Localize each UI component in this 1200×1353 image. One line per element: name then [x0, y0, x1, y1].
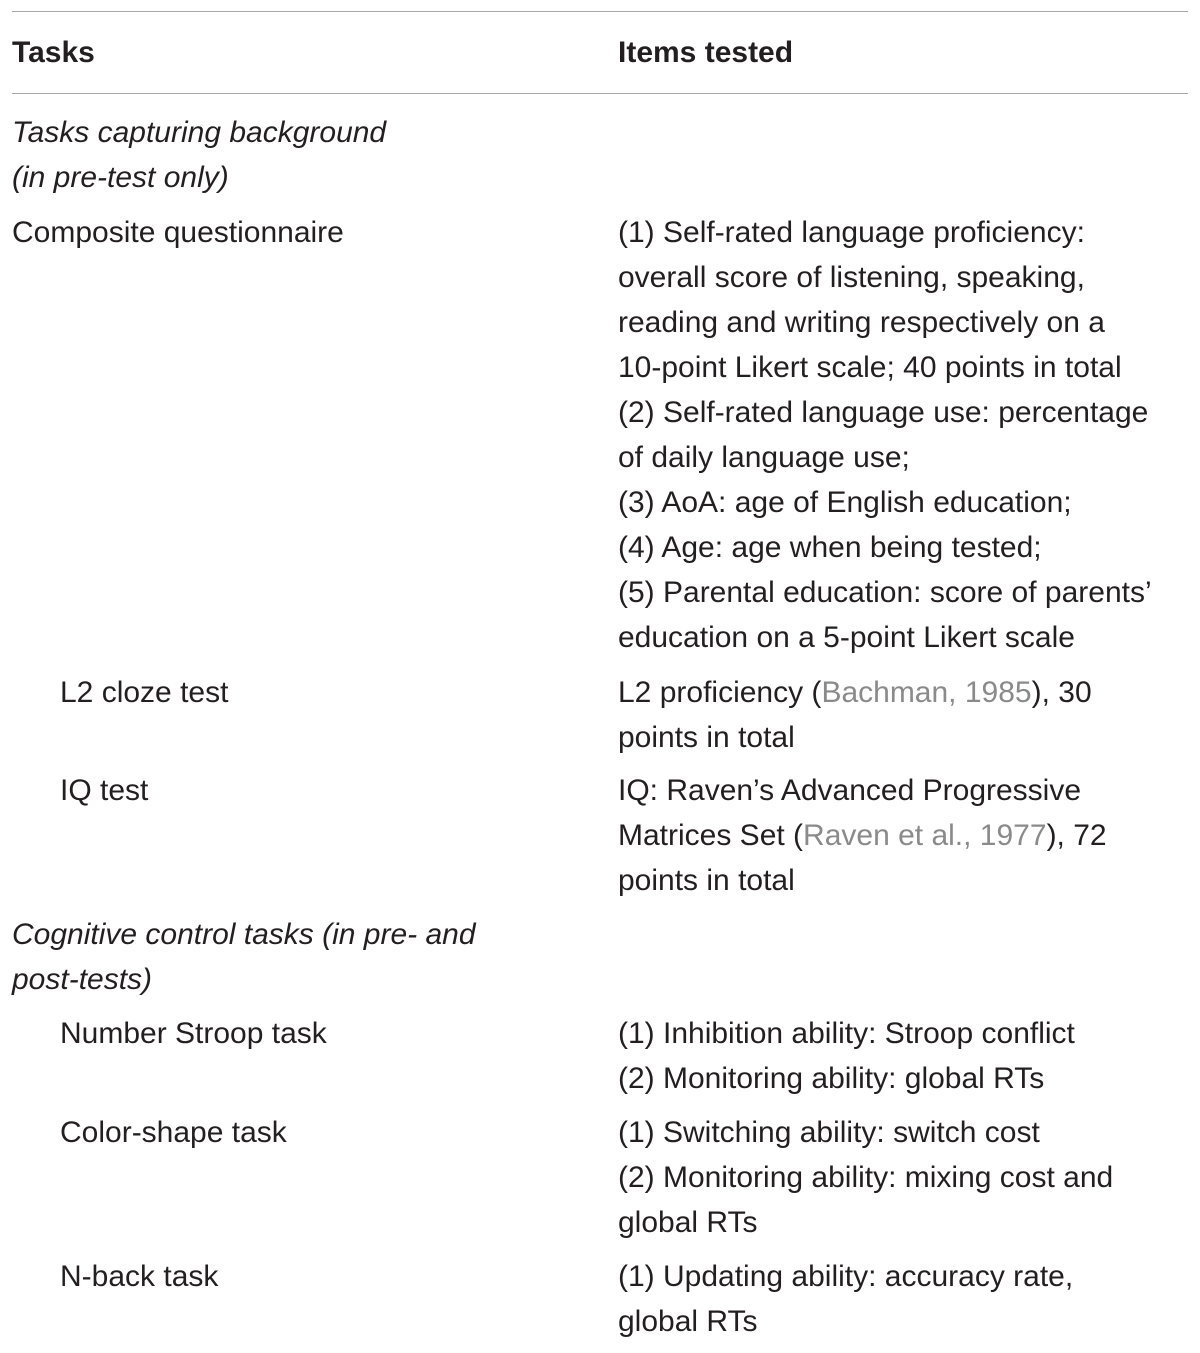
item-line: points in total — [618, 864, 795, 897]
item-line: (1) Inhibition ability: Stroop conflict — [618, 1017, 1075, 1050]
item-text: ), 72 — [1046, 819, 1107, 852]
items-iq-test — [618, 768, 1193, 903]
item-line: education on a 5-point Likert scale — [618, 621, 1075, 654]
column-header-items-tested: Items tested — [618, 36, 794, 69]
column-header-tasks: Tasks — [12, 36, 95, 69]
item-line: (2) Monitoring ability: global RTs — [618, 1062, 1045, 1095]
section-title-line: Cognitive control tasks (in pre- and — [12, 918, 476, 951]
header-bottom-rule — [12, 93, 1188, 94]
item-text: L2 proficiency ( — [618, 676, 822, 709]
item-line: global RTs — [618, 1305, 758, 1338]
items-n-back — [618, 1254, 1193, 1344]
item-line: (3) AoA: age of English education; — [618, 486, 1072, 519]
items-composite-questionnaire — [618, 210, 1193, 660]
item-line: reading and writing respectively on a — [618, 306, 1105, 339]
item-line: (4) Age: age when being tested; — [618, 531, 1042, 564]
item-text: ), 30 — [1031, 676, 1092, 709]
item-line: IQ: Raven’s Advanced Progressive — [618, 774, 1082, 807]
section-title-cognitive-control — [12, 912, 476, 1002]
citation-link-bachman-1985[interactable]: Bachman, 1985 — [821, 676, 1032, 709]
item-line: 10-point Likert scale; 40 points in total — [618, 351, 1122, 384]
task-iq-test: IQ test — [60, 774, 149, 807]
table-top-rule — [12, 11, 1188, 12]
task-number-stroop: Number Stroop task — [60, 1017, 327, 1050]
item-line: (1) Switching ability: switch cost — [618, 1116, 1040, 1149]
task-l2-cloze-test: L2 cloze test — [60, 676, 229, 709]
item-line: (1) Updating ability: accuracy rate, — [618, 1260, 1074, 1293]
items-number-stroop — [618, 1011, 1193, 1101]
item-line: (2) Self-rated language use: percentage — [618, 396, 1149, 429]
item-line — [618, 813, 1193, 858]
item-line: points in total — [618, 721, 795, 754]
task-n-back: N-back task — [60, 1260, 219, 1293]
section-title-background — [12, 110, 386, 200]
task-color-shape: Color-shape task — [60, 1116, 287, 1149]
item-line: of daily language use; — [618, 441, 910, 474]
item-line: overall score of listening, speaking, — [618, 261, 1085, 294]
item-line: global RTs — [618, 1206, 758, 1239]
items-color-shape — [618, 1110, 1193, 1245]
item-line: (2) Monitoring ability: mixing cost and — [618, 1161, 1114, 1194]
item-line — [618, 670, 1193, 715]
citation-link-raven-1977[interactable]: Raven et al., 1977 — [803, 819, 1047, 852]
task-composite-questionnaire: Composite questionnaire — [12, 216, 344, 249]
section-title-line: post-tests) — [12, 963, 153, 996]
item-line: (5) Parental education: score of parents’ — [618, 576, 1152, 609]
item-line: (1) Self-rated language proficiency: — [618, 216, 1085, 249]
items-l2-cloze-test — [618, 670, 1193, 760]
section-title-line: Tasks capturing background — [12, 116, 387, 149]
section-title-line: (in pre-test only) — [12, 161, 229, 194]
item-text: Matrices Set ( — [618, 819, 804, 852]
